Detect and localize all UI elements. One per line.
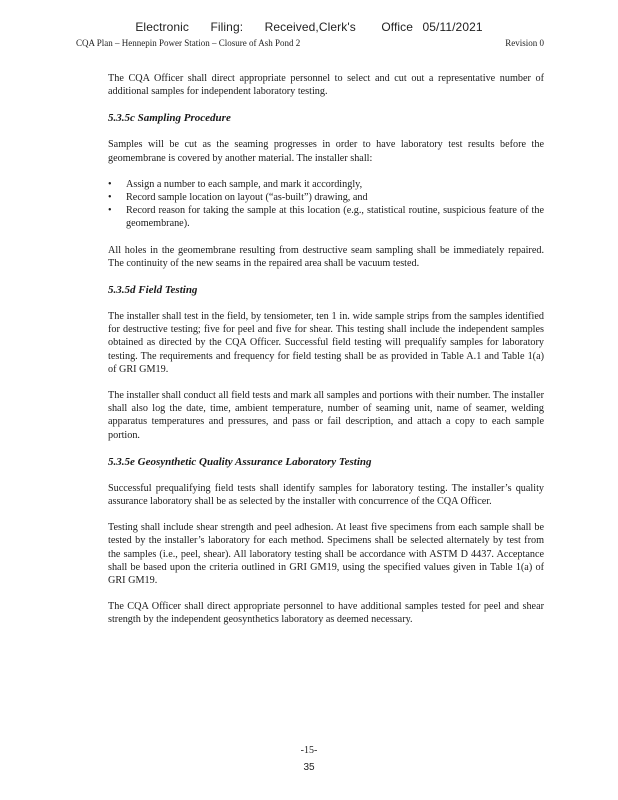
paragraph-additional-lab: The CQA Officer shall direct appropriate personnel to have additional samples tested for peel and shear strength by the independent geosynthetics laboratory as deemed necessary. <box>108 601 544 626</box>
paragraph-lab-tests: Testing shall include shear strength and peel adhesion. At least five specimens from each sample shall be tested by the installer’s laboratory for each method. Specimens shall be selected alternately by test from the samples (i.e., peel, shear). All laboratory testing shall be accordance with ASTM D 4437. Acceptance shall be based upon the criteria outlined in GRI GM19, using the specified values given in Table 1(a) of GRI GM19. <box>108 522 544 587</box>
running-header-revision: Revision 0 <box>505 38 544 48</box>
electronic-filing-stamp <box>0 20 618 34</box>
document-body <box>108 72 544 640</box>
list-item: • Assign a number to each sample, and mark it accordingly, <box>108 178 544 191</box>
list-item: • Record sample location on layout (“as-built”) drawing, and <box>108 191 544 204</box>
paragraph-additional-samples: The CQA Officer shall direct appropriate personnel to select and cut out a representative number of additional samples for independent laboratory testing. <box>108 73 544 98</box>
section-heading-sampling-procedure: 5.3.5c Sampling Procedure <box>108 112 231 125</box>
page-number: -15- <box>300 745 318 756</box>
stamp-filing: Filing: <box>210 20 244 34</box>
paragraph-field-test: The installer shall test in the field, by tensiometer, ten 1 in. wide sample strips from the samples identified for destructive testing; five for peel and five for shear. This testing shall include the independent samples obtained as directed by the CQA Officer. Successful field testing will prequalify samples for laboratory testing. The requirements and frequency for field testing shall be as provided in Table A.1 and Table 1(a) of GRI GM19. <box>108 311 544 375</box>
paragraph-field-log: The installer shall conduct all field tests and mark all samples and portions with their number. The installer shall also log the date, time, ambient temperature, number of seaming unit, name of seamer, welding apparatus temperatures and pressures, and pass or fail description, and attach a copy to each sample portion. <box>108 390 544 441</box>
filing-page-number: 35 <box>303 762 315 773</box>
paragraph-sampling-intro: Samples will be cut as the seaming progresses in order to have laboratory test results before the geomembrane is covered by another material. The installer shall: <box>108 139 544 164</box>
stamp-office: Office <box>381 20 414 34</box>
stamp-clerks: Clerk's <box>318 20 356 34</box>
installer-duties-list <box>108 178 544 231</box>
paragraph-hole-repair: All holes in the geomembrane resulting from destructive seam sampling shall be immediately repaired. The continuity of the new seams in the repaired area shall be vacuum tested. <box>108 244 544 269</box>
running-header-title: CQA Plan – Hennepin Power Station – Closure of Ash Pond 2 <box>76 38 301 48</box>
stamp-received: Received, <box>264 20 319 34</box>
paragraph-prequalify: Successful prequalifying field tests shall identify samples for laboratory testing. The installer’s quality assurance laboratory shall be as selected by the installer with concurrence of the CQA Officer. <box>108 482 544 508</box>
stamp-date: 05/11/2021 <box>422 20 483 34</box>
section-heading-field-testing: 5.3.5d Field Testing <box>108 284 198 297</box>
stamp-electronic: Electronic <box>135 20 190 34</box>
section-heading-lab-testing: 5.3.5e Geosynthetic Quality Assurance Laboratory Testing <box>108 455 372 468</box>
list-item: • Record reason for taking the sample at this location (e.g., statistical routine, suspicious feature of the geomembrane). <box>108 204 544 230</box>
